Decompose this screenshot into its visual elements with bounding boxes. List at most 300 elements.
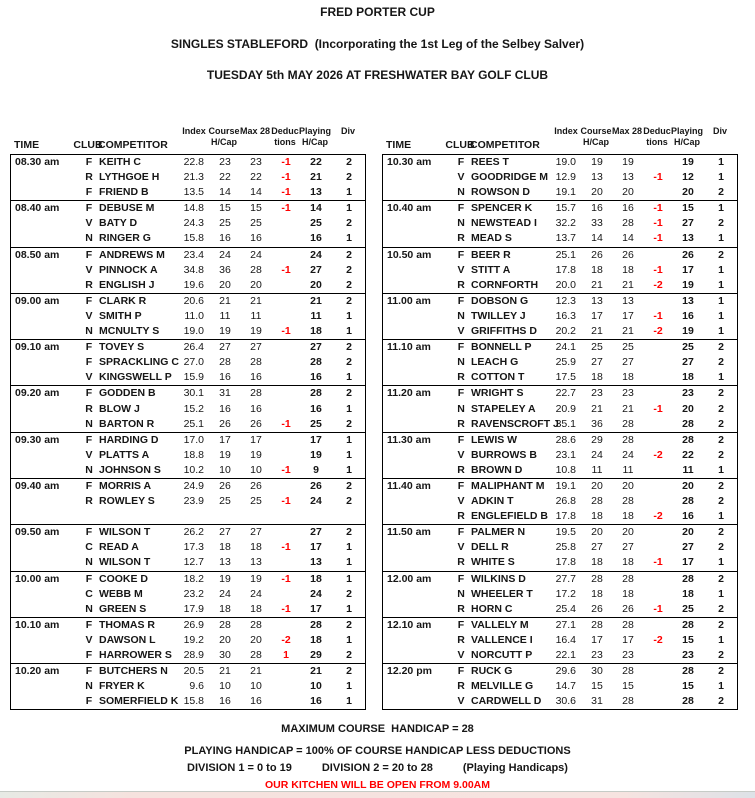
time-cell: 10.30 am <box>387 156 432 168</box>
playing-hcap-cell: 20 <box>682 186 694 199</box>
deduction-cell <box>271 618 301 633</box>
course-hcap-cell: 24 <box>591 448 603 461</box>
max28-cell: 19 <box>250 325 262 338</box>
playing-hcap-cell: 28 <box>682 665 694 678</box>
club-cell: R <box>457 633 465 646</box>
deduction-cell: -1 <box>653 402 663 415</box>
deduction-cell <box>643 340 673 355</box>
index-column-header: Index <box>182 126 206 136</box>
player-row <box>383 494 737 509</box>
course-hcap-cell: 18 <box>591 587 603 600</box>
div-cell: 1 <box>718 156 724 168</box>
div-cell: 2 <box>718 417 724 430</box>
div-cell: 2 <box>346 665 352 678</box>
player-row <box>383 185 737 200</box>
time-cell: 10.50 am <box>387 248 432 261</box>
deduction-cell <box>271 448 301 463</box>
index-cell: 19.0 <box>183 325 204 338</box>
deduction-cell <box>271 248 301 263</box>
time-cell <box>383 448 451 463</box>
max28-cell: 18 <box>622 510 634 523</box>
playing-hcap-cell: 25 <box>310 217 322 230</box>
tee-time-group <box>382 478 738 525</box>
playing-hcap-cell: 16 <box>310 695 322 708</box>
competitor-cell: COOKE D <box>99 572 149 585</box>
playing-hcap-cell: 21 <box>310 665 322 678</box>
course-hcap-cell: 17 <box>219 433 231 446</box>
deduction-cell: -1 <box>653 171 663 184</box>
player-row <box>383 633 737 648</box>
club-cell: C <box>85 587 93 600</box>
player-row <box>383 340 737 355</box>
player-row <box>383 278 737 293</box>
deduction-cell <box>643 370 673 385</box>
time-cell: 11.00 am <box>387 294 431 307</box>
max28-cell: 18 <box>622 556 634 569</box>
player-row <box>383 463 737 478</box>
club-cell: N <box>457 217 465 230</box>
deduction-cell <box>643 572 673 587</box>
time-cell <box>11 263 79 278</box>
competitor-cell: ROWSON D <box>471 186 530 199</box>
div-cell: 2 <box>718 649 724 661</box>
playing-hcap-cell: 27 <box>682 541 694 554</box>
club-cell: F <box>85 387 93 400</box>
time-cell <box>11 494 79 509</box>
club-cell: R <box>457 463 465 476</box>
club-cell: V <box>457 649 465 661</box>
max28-cell: 20 <box>250 278 262 291</box>
time-cell <box>383 602 451 617</box>
index-cell: 29.6 <box>555 665 576 678</box>
competitor-cell: PALMER N <box>471 526 526 539</box>
index-cell: 23.2 <box>183 587 204 600</box>
div-cell: 1 <box>718 202 724 215</box>
div-cell: 2 <box>346 248 352 261</box>
competitor-cell: THOMAS R <box>99 618 155 631</box>
club-cell: V <box>85 633 93 646</box>
competitor-cell: WHEELER T <box>471 587 533 600</box>
club-cell: F <box>457 526 465 539</box>
tee-time-group <box>382 293 738 340</box>
index-column-header: Index <box>554 126 578 136</box>
competitor-cell: WILKINS D <box>471 572 526 585</box>
competitor-cell: ENGLEFIELD B <box>471 510 549 523</box>
max28-cell: 28 <box>250 618 262 631</box>
club-cell: F <box>85 341 93 354</box>
club-cell: V <box>85 371 93 384</box>
course-hcap-cell: 21 <box>591 402 603 415</box>
max28-cell: 27 <box>250 341 262 354</box>
player-row <box>11 448 365 463</box>
time-cell <box>383 263 451 278</box>
tee-time-group <box>10 293 366 340</box>
competitor-cell: ENGLISH J <box>99 278 155 291</box>
index-cell: 19.6 <box>183 278 204 291</box>
index-cell: 17.9 <box>183 602 204 615</box>
club-cell: F <box>457 341 465 354</box>
course-hcap-cell: 25 <box>219 217 231 230</box>
club-cell: V <box>457 495 465 508</box>
deduction-cell <box>643 463 673 478</box>
player-row <box>383 309 737 324</box>
time-cell <box>11 402 79 417</box>
division-qualifier: (Playing Handicaps) <box>462 762 568 775</box>
playing-hcap-cell: 24 <box>310 248 322 261</box>
course-hcap-cell: 25 <box>219 495 231 508</box>
index-cell: 13.7 <box>555 232 576 245</box>
deduction-cell <box>271 509 301 524</box>
time-cell <box>383 633 451 648</box>
club-cell: F <box>85 186 93 199</box>
index-cell: 25.1 <box>555 248 576 261</box>
max28-cell: 15 <box>622 680 634 693</box>
deduction-cell <box>271 679 301 694</box>
deduction-cell <box>643 155 673 170</box>
div-cell: 2 <box>718 341 724 354</box>
player-row <box>11 572 365 587</box>
player-row <box>11 402 365 417</box>
deduction-cell <box>271 216 301 231</box>
course-hcap-cell: 27 <box>591 541 603 554</box>
club-cell: V <box>85 309 93 322</box>
deduction-cell <box>271 309 301 324</box>
playing-hcap-cell: 23 <box>682 387 694 400</box>
deduction-cell <box>271 231 301 246</box>
max28-cell: 27 <box>250 526 262 539</box>
max28-cell: 28 <box>250 649 262 661</box>
competitor-cell: COTTON T <box>471 371 525 384</box>
index-cell: 18.2 <box>183 572 204 585</box>
competitor-cell <box>99 509 181 524</box>
div-column-header: Div <box>712 126 727 136</box>
playing-hcap-cell: 20 <box>682 402 694 415</box>
time-cell <box>11 463 79 478</box>
index-cell: 17.8 <box>555 510 576 523</box>
index-cell: 10.8 <box>555 463 576 476</box>
player-row <box>383 648 737 663</box>
right-table-header <box>382 113 738 154</box>
course-hcap-cell: 18 <box>219 541 231 554</box>
right-table <box>382 113 738 710</box>
max28-cell: 17 <box>250 433 262 446</box>
tee-time-group <box>10 247 366 294</box>
time-cell <box>11 602 79 617</box>
course-hcap-cell: 19 <box>219 325 231 338</box>
deduction-cell <box>271 555 301 570</box>
index-cell: 30.1 <box>183 387 204 400</box>
division-note-line <box>0 762 755 774</box>
playing-hcap-cell: 28 <box>682 417 694 430</box>
competitor-cell: MORRIS A <box>99 479 152 492</box>
div-cell: 1 <box>718 278 724 291</box>
index-cell: 26.8 <box>555 495 576 508</box>
player-row <box>11 525 365 540</box>
index-cell: 17.2 <box>555 587 576 600</box>
player-row <box>11 587 365 602</box>
club-cell: F <box>85 156 93 168</box>
max28-cell: 23 <box>250 156 262 168</box>
index-cell: 15.8 <box>183 695 204 708</box>
max28-cell: 23 <box>622 387 634 400</box>
club-cell: N <box>457 587 465 600</box>
competitor-cell: PINNOCK A <box>99 263 158 276</box>
time-cell: 11.30 am <box>387 433 431 446</box>
course-hcap-cell: 16 <box>591 202 603 215</box>
player-row <box>383 525 737 540</box>
playing-hcap-cell: 23 <box>682 649 694 661</box>
time-cell: 08.30 am <box>15 156 60 168</box>
div-cell: 1 <box>346 371 352 384</box>
time-cell <box>383 324 451 339</box>
course-hcap-cell: 23 <box>591 387 603 400</box>
course-hcap-cell: 20 <box>591 186 603 199</box>
tee-time-group <box>382 154 738 201</box>
player-row <box>11 170 365 185</box>
player-row <box>383 402 737 417</box>
competitor-cell: HARROWER S <box>99 649 172 661</box>
div-cell: 1 <box>346 309 352 322</box>
competitor-cell: ANDREWS M <box>99 248 165 261</box>
club-cell: R <box>457 232 465 245</box>
index-cell: 32.2 <box>555 217 576 230</box>
tee-time-group <box>382 339 738 386</box>
index-cell: 28.6 <box>555 433 576 446</box>
club-cell: F <box>85 572 93 585</box>
competitor-cell: MCNULTY S <box>99 325 160 338</box>
tee-time-group <box>382 247 738 294</box>
max28-cell: 28 <box>622 495 634 508</box>
div-cell: 2 <box>346 387 352 400</box>
div-cell: 1 <box>346 541 352 554</box>
player-row <box>11 664 365 679</box>
player-row <box>11 185 365 200</box>
course-hcap-cell: 26 <box>591 248 603 261</box>
index-cell: 20.5 <box>183 665 204 678</box>
time-cell <box>383 309 451 324</box>
max28-cell: 19 <box>250 572 262 585</box>
index-cell: 24.3 <box>183 217 204 230</box>
competitor-cell: TWILLEY J <box>471 309 526 322</box>
index-cell: 21.3 <box>183 171 204 184</box>
playing-hcap-cell: 27 <box>310 341 322 354</box>
time-cell: 11.40 am <box>387 479 431 492</box>
club-cell: V <box>85 217 93 230</box>
playing-hcap-cell: 28 <box>682 618 694 631</box>
course-hcap-cell: 11 <box>219 309 231 322</box>
club-cell: N <box>85 602 93 615</box>
max28-cell: 28 <box>622 618 634 631</box>
div-cell: 2 <box>718 695 724 708</box>
player-row <box>11 694 365 709</box>
max28-cell: 21 <box>250 665 262 678</box>
div-cell: 2 <box>718 448 724 461</box>
course-hcap-cell: 28 <box>219 356 231 369</box>
player-row <box>383 294 737 309</box>
max28-cell: 13 <box>622 294 634 307</box>
player-row <box>383 602 737 617</box>
deduction-cell: -1 <box>281 325 291 338</box>
player-row <box>383 664 737 679</box>
kitchen-notice: OUR KITCHEN WILL BE OPEN FROM 9.00AM <box>265 779 490 791</box>
time-cell <box>383 278 451 293</box>
max28-cell: 16 <box>250 402 262 415</box>
club-cell: R <box>457 371 465 384</box>
player-row <box>383 370 737 385</box>
deduction-cell: -1 <box>281 541 291 554</box>
max28-cell: 28 <box>622 217 634 230</box>
time-column-header: TIME <box>14 139 40 151</box>
course-hcap-cell: 26 <box>219 417 231 430</box>
time-cell: 10.40 am <box>387 202 432 215</box>
playing-hcap-column-header: Playing H/Cap <box>671 126 704 147</box>
player-row <box>383 263 737 278</box>
index-cell: 15.7 <box>555 202 576 215</box>
course-hcap-cell: 31 <box>591 695 603 708</box>
max28-cell: 15 <box>250 202 262 215</box>
deduction-cell: -2 <box>281 633 291 646</box>
course-hcap-cell: 30 <box>591 665 603 678</box>
course-hcap-cell: 26 <box>591 602 603 615</box>
course-hcap-cell: 15 <box>591 680 603 693</box>
player-row <box>383 201 737 216</box>
time-cell <box>383 463 451 478</box>
course-hcap-cell: 14 <box>591 232 603 245</box>
playing-hcap-cell: 22 <box>310 156 322 168</box>
max28-cell: 28 <box>622 433 634 446</box>
time-cell <box>11 278 79 293</box>
max28-cell: 27 <box>622 356 634 369</box>
max28-cell: 17 <box>622 633 634 646</box>
playing-hcap-cell: 16 <box>310 371 322 384</box>
div-cell: 2 <box>718 602 724 615</box>
index-cell: 17.0 <box>183 433 204 446</box>
index-cell: 20.2 <box>555 325 576 338</box>
time-cell <box>383 679 451 694</box>
div-cell: 1 <box>346 556 352 569</box>
club-cell: F <box>85 618 93 631</box>
course-hcap-cell: 28 <box>591 495 603 508</box>
time-cell <box>383 494 451 509</box>
deduction-cell <box>271 664 301 679</box>
club-cell: F <box>85 433 93 446</box>
course-hcap-cell: 10 <box>219 680 231 693</box>
competitor-cell: GODDEN B <box>99 387 156 400</box>
playing-hcap-cell: 20 <box>682 526 694 539</box>
index-cell: 28.9 <box>183 649 204 661</box>
player-row <box>383 679 737 694</box>
deduction-cell: -1 <box>281 417 291 430</box>
div-cell: 2 <box>346 341 352 354</box>
time-cell: 09.30 am <box>15 433 60 446</box>
course-hcap-cell: 13 <box>591 171 603 184</box>
competitor-cell: NEWSTEAD I <box>471 217 537 230</box>
div-cell: 2 <box>346 417 352 430</box>
index-cell: 34.8 <box>183 263 204 276</box>
competitor-cell: SOMERFIELD K <box>99 695 179 708</box>
time-cell <box>11 324 79 339</box>
course-hcap-cell: 28 <box>591 572 603 585</box>
div-cell: 1 <box>346 680 352 693</box>
club-cell: F <box>85 526 93 539</box>
playing-hcap-cell: 11 <box>682 463 694 476</box>
club-cell: V <box>457 448 465 461</box>
course-hcap-cell: 33 <box>591 217 603 230</box>
club-cell: N <box>85 232 93 245</box>
competitor-cell: RUCK G <box>471 665 513 678</box>
div-cell: 2 <box>718 217 724 230</box>
event-title: FRED PORTER CUP <box>320 5 435 19</box>
max28-cell: 18 <box>250 602 262 615</box>
index-cell: 19.0 <box>555 156 576 168</box>
time-cell <box>383 170 451 185</box>
deduction-cell <box>271 278 301 293</box>
max28-cell: 18 <box>622 587 634 600</box>
playing-hcap-cell: 27 <box>682 356 694 369</box>
playing-hcap-cell: 10 <box>310 680 322 693</box>
deduction-cell <box>271 294 301 309</box>
div-cell: 2 <box>346 171 352 184</box>
time-cell: 10.00 am <box>15 572 60 585</box>
player-row <box>383 155 737 170</box>
playing-hcap-cell: 28 <box>682 572 694 585</box>
playing-hcap-cell: 28 <box>682 495 694 508</box>
time-cell <box>383 540 451 555</box>
time-cell: 12.00 am <box>387 572 432 585</box>
tee-time-group <box>10 524 366 571</box>
index-cell: 9.6 <box>189 680 204 693</box>
course-hcap-cell: 20 <box>219 278 231 291</box>
max28-cell: 19 <box>250 448 262 461</box>
deduction-cell <box>271 433 301 448</box>
competitor-cell: NORCUTT P <box>471 649 533 661</box>
max-handicap-note: MAXIMUM COURSE HANDICAP = 28 <box>281 723 474 736</box>
player-row <box>383 618 737 633</box>
competitor-cell: RAVENSCROFT J <box>471 417 559 430</box>
max28-cell: 20 <box>250 633 262 646</box>
div-cell: 1 <box>718 463 724 476</box>
competitor-column-header: COMPETITOR <box>98 139 168 151</box>
max28-cell: 20 <box>622 526 634 539</box>
competitor-cell: BLOW J <box>99 402 140 415</box>
deduction-cell: -1 <box>281 263 291 276</box>
div-cell: 1 <box>718 263 724 276</box>
div-cell: 2 <box>718 495 724 508</box>
div-cell: 1 <box>718 587 724 600</box>
playing-hcap-cell: 16 <box>682 510 694 523</box>
deduction-cell <box>643 185 673 200</box>
index-cell: 17.8 <box>555 263 576 276</box>
index-cell: 25.4 <box>555 602 576 615</box>
time-cell <box>11 448 79 463</box>
course-hcap-cell: 30 <box>219 649 231 661</box>
club-cell: F <box>85 356 93 369</box>
time-cell <box>11 185 79 200</box>
course-hcap-cell: 29 <box>591 433 603 446</box>
club-cell: F <box>457 248 465 261</box>
club-cell: F <box>85 294 93 307</box>
club-cell: F <box>457 572 465 585</box>
time-cell <box>383 509 451 524</box>
competitor-cell: DAWSON L <box>99 633 156 646</box>
course-hcap-cell: 18 <box>591 510 603 523</box>
club-cell: F <box>85 479 93 492</box>
competitor-cell: VALLELY M <box>471 618 529 631</box>
player-row <box>11 263 365 278</box>
index-cell: 16.3 <box>555 309 576 322</box>
playing-hcap-cell: 13 <box>310 186 322 199</box>
index-cell: 24.1 <box>555 341 576 354</box>
